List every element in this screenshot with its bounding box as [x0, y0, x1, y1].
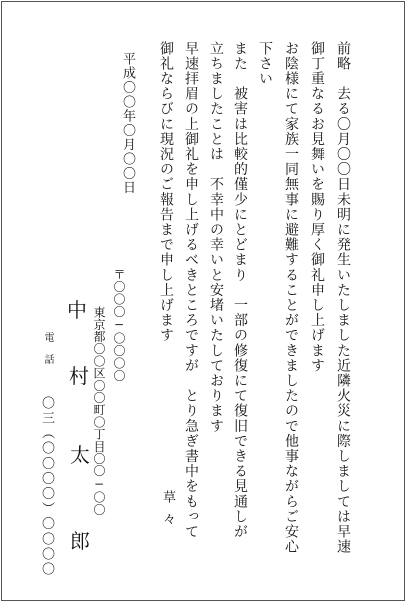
letter-line-1: 前略 去る〇月〇〇日未明に発生いたしました近隣火災に際しましては早速	[335, 41, 351, 555]
letter-line-8: 御礼ならびに現況のご報告まで申し上げます	[158, 41, 174, 343]
letter-line-5: また 被害は比較的僅少にとどまり 一部の修復にて復旧できる見通しが	[232, 41, 248, 540]
letter-date: 平成〇〇年〇月〇〇日	[120, 52, 135, 195]
sender-name-char-1: 中	[67, 298, 87, 322]
letter-line-7: 早速拝眉の上御礼を申し上げるべきところですが とり急ぎ書中をもって	[183, 41, 199, 540]
sender-postal-code: 〒〇〇〇−〇〇〇〇	[112, 268, 126, 382]
letter-line-2: 御丁重なるお見舞いを賜り厚く御礼申し上げます	[309, 41, 325, 374]
tel-label: 電話	[42, 332, 53, 376]
letter-line-4: 下さい	[257, 41, 273, 87]
sender-name-char-4: 郎	[70, 529, 90, 553]
tel-number: 〇三（〇〇〇〇）〇〇〇〇	[39, 396, 54, 578]
letter-line-3: お陰様にて家族一同無事に避難することができましたので他事ながらご安心	[283, 41, 299, 555]
sender-name-char-3: 太	[70, 443, 90, 467]
letter-line-6: 立ちましたことは 不幸中の幸いと安堵いたしております	[208, 41, 224, 434]
sender-name-char-2: 村	[69, 364, 89, 388]
closing-word: 草々	[160, 490, 175, 534]
sender-address: 東京都〇〇区〇〇町〇丁目〇〇−〇〇	[92, 306, 106, 516]
